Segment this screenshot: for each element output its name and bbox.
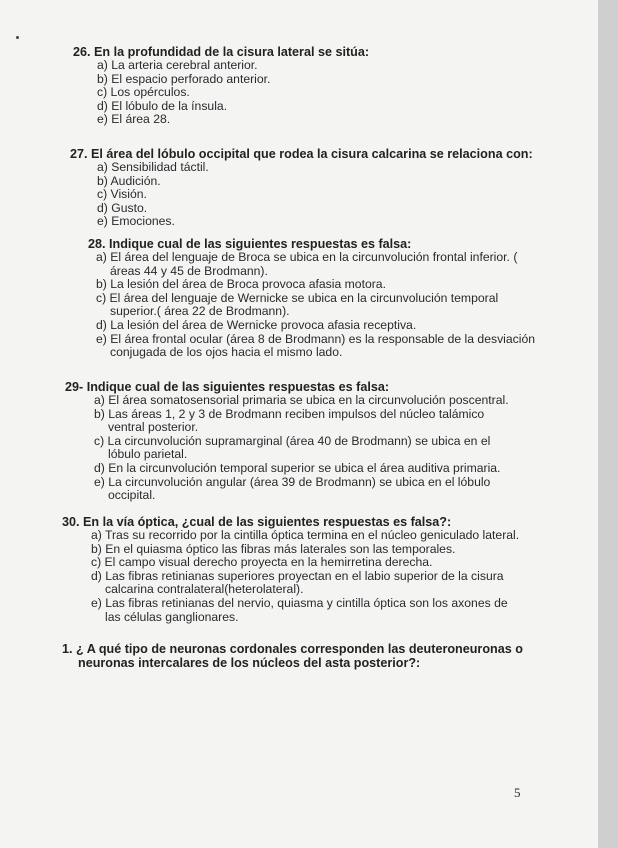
answer-option: d) El lóbulo de la ínsula. xyxy=(97,98,228,113)
answer-option: c) La circunvolución supramarginal (área 40 de Brodmann) se ubica en el lóbulo parietal. xyxy=(94,433,491,462)
answer-option: a) El área del lenguaje de Broca se ubica en la circunvolución frontal inferior. ( áreas 44 y 45 de Brodmann). xyxy=(96,250,518,278)
answer-option: a) El área somatosensorial primaria se ubica en la circunvolución poscentral. xyxy=(94,393,509,407)
question-title: 27. El área del lóbulo occipital que rodea la cisura calcarina se relaciona con: xyxy=(70,147,533,161)
answer-option: e) El área frontal ocular (área 8 de Brodmann) es la responsable de la desviación conjugada de los ojos hacia el mismo lado. xyxy=(96,331,535,360)
answer-option: e) El área 28. xyxy=(97,112,171,127)
question-title: 29- Indique cual de las siguientes respuestas es falsa: xyxy=(65,380,390,394)
answer-option: c) El área del lenguaje de Wernicke se ubica en la circunvolución temporal superior.( área 22 de Brodmann). xyxy=(96,290,499,319)
answer-option: c) Los opérculos. xyxy=(97,85,190,100)
answer-option: d) Gusto. xyxy=(97,200,148,215)
answer-option: e) Las fibras retinianas del nervio, quiasma y cintilla óptica son los axones de las células ganglionares. xyxy=(91,595,508,624)
answer-option: e) La circunvolución angular (área 39 de Brodmann) se ubica en el lóbulo occipital. xyxy=(94,474,491,503)
answer-option: a) Sensibilidad táctil. xyxy=(97,160,209,174)
answer-option: b) Las áreas 1, 2 y 3 de Brodmann reciben impulsos del núcleo talámico ventral posterior. xyxy=(94,406,485,435)
question-title: 1. ¿ A qué tipo de neuronas cordonales corresponden las deuteroneuronas o neuronas intercalares de los núcleos del asta posterior?: xyxy=(62,642,523,670)
question-1 xyxy=(0,147,560,229)
question-title: 30. En la vía óptica, ¿cual de las siguientes respuestas es falsa?: xyxy=(62,515,452,529)
question-3 xyxy=(0,380,560,503)
question-title: 26. En la profundidad de la cisura lateral se sitúa: xyxy=(73,45,370,59)
question-0 xyxy=(0,45,560,127)
answer-option: d) En la circunvolución temporal superior se ubica el área auditiva primaria. xyxy=(94,460,501,475)
answer-option: c) Visión. xyxy=(97,187,147,202)
answer-option: b) La lesión del área de Broca provoca afasia motora. xyxy=(96,277,386,292)
question-5 xyxy=(0,642,560,670)
answer-option: c) El campo visual derecho proyecta en la hemirretina derecha. xyxy=(91,555,433,570)
page-number: 5 xyxy=(514,785,521,800)
answer-option: a) La arteria cerebral anterior. xyxy=(97,58,258,72)
answer-option: e) Emociones. xyxy=(97,214,175,229)
answer-option: a) Tras su recorrido por la cintilla óptica termina en el núcleo geniculado lateral. xyxy=(91,528,520,542)
answer-option: b) En el quiasma óptico las fibras más laterales son las temporales. xyxy=(91,541,456,556)
question-title: 28. Indique cual de las siguientes respuestas es falsa: xyxy=(88,237,412,251)
question-4 xyxy=(0,515,560,624)
scan-edge xyxy=(598,0,618,848)
question-2 xyxy=(0,237,560,360)
scan-speck xyxy=(16,36,19,39)
answer-option: d) La lesión del área de Wernicke provoca afasia receptiva. xyxy=(96,317,417,332)
answer-option: b) Audición. xyxy=(97,173,161,188)
answer-option: b) El espacio perforado anterior. xyxy=(97,71,271,86)
answer-option: d) Las fibras retinianas superiores proyectan en el labio superior de la cisura calcarina contralateral(heterolateral). xyxy=(91,568,504,597)
